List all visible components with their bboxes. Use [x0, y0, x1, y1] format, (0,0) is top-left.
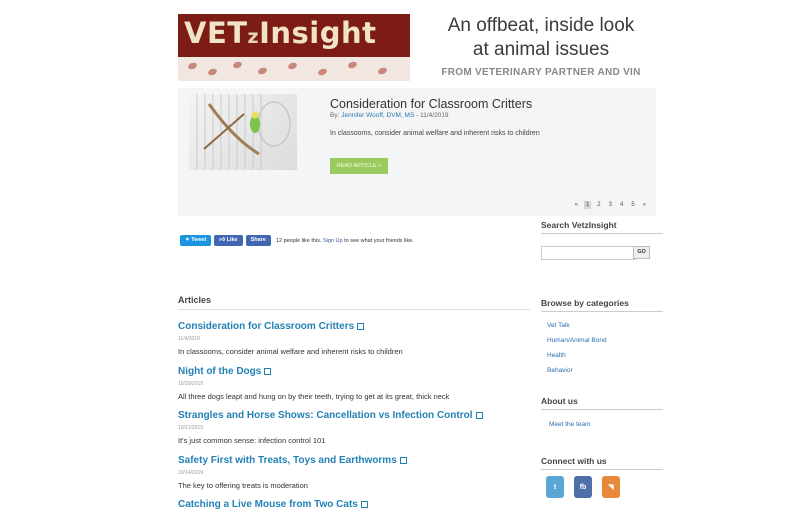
article-item	[178, 455, 538, 490]
featured-article-slider	[178, 88, 656, 216]
meet-the-team-link[interactable]: Meet the team	[549, 421, 591, 428]
featured-image-birdcage[interactable]	[189, 94, 297, 170]
facebook-icon[interactable]: fb	[574, 476, 592, 498]
external-link-icon	[400, 457, 407, 464]
article-description: It's just common sense: infection control 101	[178, 436, 326, 445]
article-title-link[interactable]: Strangles and Horse Shows: Cancellation vs Infection Control	[178, 410, 538, 421]
category-health[interactable]: Health	[547, 352, 566, 359]
like-count-text: 12 people like this. Sign Up to see what your friends like.	[275, 237, 414, 244]
like-button[interactable]: 👍︎ Like	[214, 235, 242, 246]
pager-page-2[interactable]: 2	[597, 202, 601, 208]
about-us-heading: About us	[541, 396, 663, 410]
external-link-icon	[357, 323, 364, 330]
pager-page-3[interactable]: 3	[608, 202, 612, 208]
pager-page-1[interactable]: 1	[585, 202, 590, 208]
partner-text: FROM VETERINARY PARTNER AND VIN	[441, 67, 641, 78]
featured-article-byline: By: Jennifer Wooff, DVM, MS - 11/4/2019	[330, 112, 449, 119]
search-input[interactable]	[541, 246, 636, 260]
tweet-button[interactable]: ✦ Tweet	[180, 235, 211, 246]
search-go-button[interactable]: GO	[633, 246, 650, 259]
signup-link[interactable]: Sign Up	[323, 237, 343, 244]
article-item	[178, 366, 538, 401]
site-tagline: An offbeat, inside look at animal issues	[447, 15, 635, 60]
article-date: 10/21/2019	[178, 425, 204, 431]
external-link-icon	[361, 501, 368, 508]
article-title-link[interactable]: Safety First with Treats, Toys and Earthworms	[178, 455, 538, 466]
articles-heading: Articles	[178, 295, 530, 310]
article-title-link[interactable]: Catching a Live Mouse from Two Cats	[178, 499, 538, 510]
article-description: In classooms, consider animal welfare and inherent risks to children	[178, 347, 403, 356]
author-link[interactable]: Jennifer Wooff, DVM, MS	[341, 112, 415, 119]
featured-article-title[interactable]: Consideration for Classroom Critters	[330, 97, 533, 111]
paw-print-band	[178, 57, 410, 81]
logo-text: VETzInsight	[184, 16, 377, 50]
pager-prev[interactable]: «	[574, 202, 578, 208]
read-article-button[interactable]: READ ARTICLE »	[330, 158, 388, 174]
featured-article-description: In classooms, consider animal welfare and inherent risks to children	[330, 130, 540, 137]
article-date: 11/4/2019	[178, 336, 200, 342]
social-share-bar	[180, 235, 414, 246]
article-description: The key to offering treats is moderation	[178, 481, 308, 490]
article-item	[178, 410, 538, 445]
article-description: All three dogs leapt and hung on by their teeth, trying to get at its great, thick neck	[178, 392, 450, 401]
twitter-icon[interactable]: t	[546, 476, 564, 498]
browse-categories-heading: Browse by categories	[541, 298, 663, 312]
category-behavior[interactable]: Behavior	[547, 367, 573, 374]
pager-next[interactable]: »	[642, 202, 646, 208]
article-title-link[interactable]: Consideration for Classroom Critters	[178, 321, 538, 332]
rss-icon[interactable]: ◥	[602, 476, 620, 498]
search-heading: Search VetzInsight	[541, 220, 663, 234]
external-link-icon	[264, 368, 271, 375]
external-link-icon	[476, 412, 483, 419]
site-logo[interactable]	[178, 14, 410, 81]
article-item	[178, 321, 538, 356]
article-item	[178, 499, 538, 510]
article-date: 10/14/2019	[178, 470, 204, 476]
connect-heading: Connect with us	[541, 456, 663, 470]
category-human-animal-bond[interactable]: Human/Animal Bond	[547, 337, 607, 344]
article-title-link[interactable]: Night of the Dogs	[178, 366, 538, 377]
article-date: 10/29/2019	[178, 381, 204, 387]
pager-page-5[interactable]: 5	[631, 202, 635, 208]
pager-page-4[interactable]: 4	[619, 202, 624, 208]
share-button[interactable]: Share	[246, 235, 271, 246]
slider-pagination	[573, 201, 648, 209]
category-vet-talk[interactable]: Vet Talk	[547, 322, 570, 329]
